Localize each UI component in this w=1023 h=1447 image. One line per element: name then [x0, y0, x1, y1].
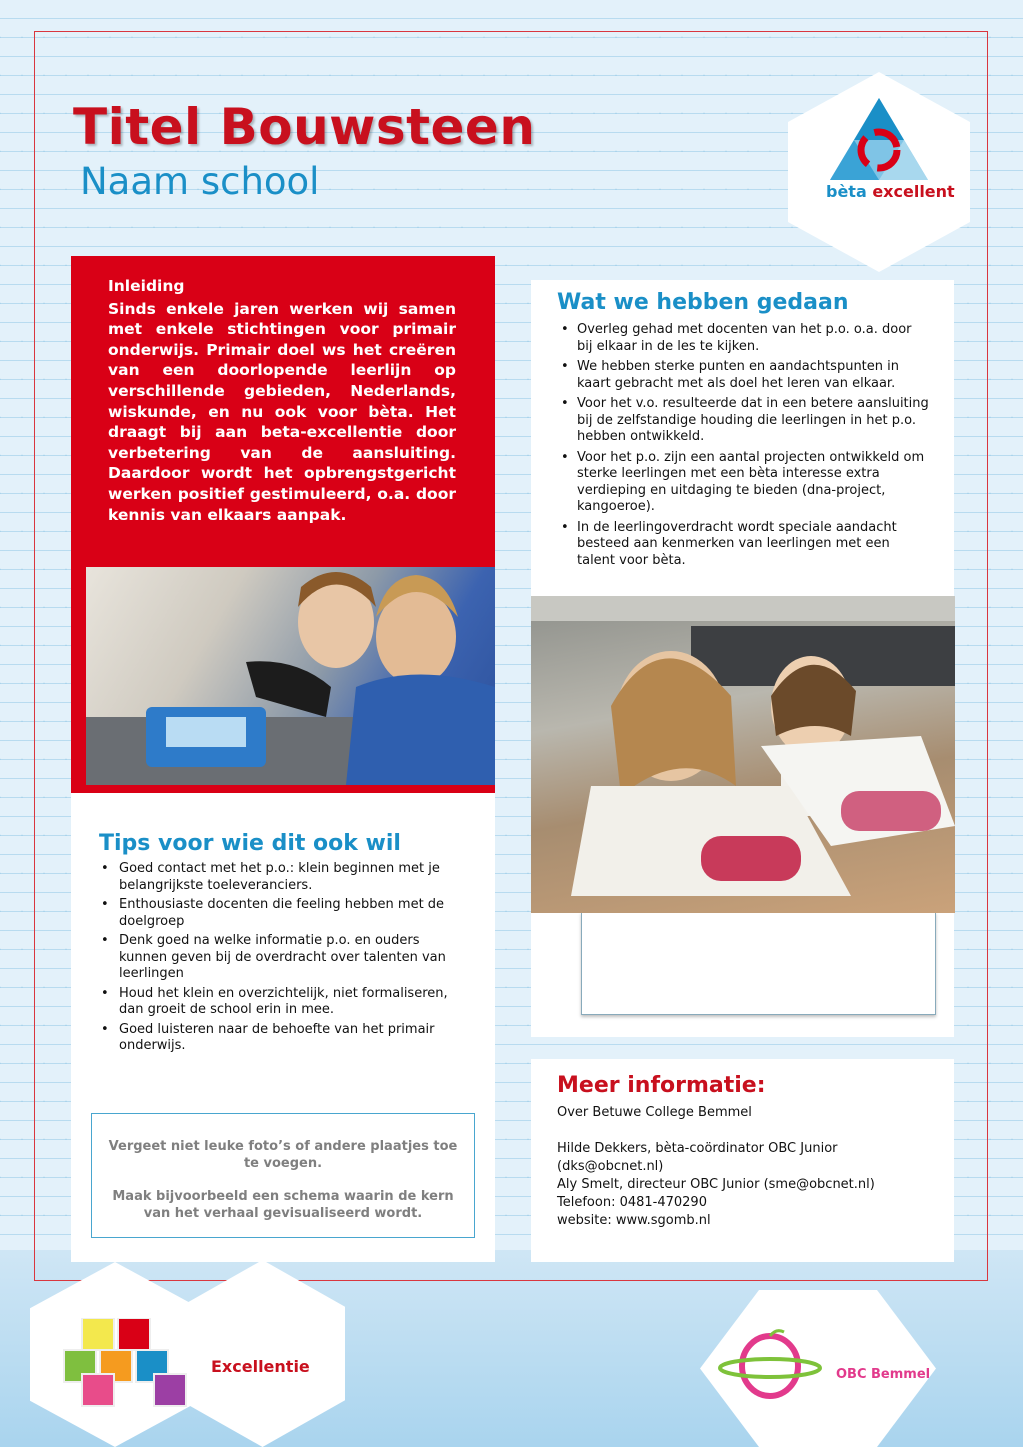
done-list: [559, 322, 931, 573]
excellentie-cubes-icon: [60, 1318, 190, 1408]
school-name: Naam school: [80, 160, 320, 203]
obc-apple-logo-icon: [718, 1326, 828, 1406]
info-line: website: www.sgomb.nl: [557, 1213, 711, 1228]
reminder-line-2: Maak bijvoorbeeld een schema waarin de kern van het verhaal gevisualiseerd wordt.: [112, 1189, 454, 1221]
list-item: • Denk goed na welke informatie p.o. en ouders kunnen geven bij de overdracht over talenten van leerlingen: [99, 933, 471, 983]
list-item: • Enthousiaste docenten die feeling hebben met de doelgroep: [99, 897, 471, 930]
excellentie-label: Excellentie: [211, 1357, 310, 1376]
students-lab-photo: [86, 567, 495, 785]
info-line: Telefoon: 0481-470290: [557, 1195, 707, 1210]
info-line: Hilde Dekkers, bèta-coördinator OBC Junior: [557, 1141, 838, 1156]
tips-heading: Tips voor wie dit ook wil: [99, 831, 401, 856]
logo-wordmark: [826, 182, 955, 201]
classroom-photo: [531, 596, 955, 913]
list-item: • Goed luisteren naar de behoefte van het primair onderwijs.: [99, 1022, 471, 1055]
logo-excellent: excellent: [872, 182, 955, 201]
intro-section: [108, 276, 456, 525]
list-item: • Overleg gehad met docenten van het p.o. o.a. door bij elkaar in de les te kijken.: [559, 322, 931, 355]
photo-reminder-box: [91, 1113, 475, 1238]
info-text: [557, 1104, 875, 1230]
list-item: • Goed contact met het p.o.: klein beginnen met je belangrijkste toeleveranciers.: [99, 861, 471, 894]
intro-heading: Inleiding: [108, 277, 185, 295]
list-item: • In de leerlingoverdracht wordt speciale aandacht besteed aan kenmerken van leerlingen met een talent voor bèta.: [559, 520, 931, 570]
logo-beta: bèta: [826, 182, 867, 201]
info-heading: Meer informatie:: [557, 1073, 766, 1098]
list-item: • Voor het p.o. zijn een aantal projecten ontwikkeld om sterke leerlingen met een bèta interesse extra verdieping en uitdaging te bieden (dna-project, kangoeroe).: [559, 450, 931, 516]
info-line: (dks@obcnet.nl): [557, 1159, 664, 1174]
image-placeholder-box: [581, 912, 936, 1015]
obc-logo-text: OBC Bemmel: [836, 1367, 931, 1382]
list-item: • We hebben sterke punten en aandachtspunten in kaart gebracht met als doel het leren van elkaar.: [559, 359, 931, 392]
list-item: • Voor het v.o. resulteerde dat in een betere aansluiting bij de zelfstandige houding die leerlingen in het p.o. hebben ontwikkeld.: [559, 396, 931, 446]
classroom-photo-illustration: [531, 596, 955, 913]
lab-photo-illustration: [86, 567, 495, 785]
list-item: • Houd het klein en overzichtelijk, niet formaliseren, dan groeit de school erin in mee.: [99, 986, 471, 1019]
page-title: Titel Bouwsteen: [73, 98, 536, 156]
info-line: Over Betuwe College Bemmel: [557, 1105, 752, 1120]
tips-list: [99, 861, 471, 1058]
reminder-line-1: Vergeet niet leuke foto’s of andere plaatjes toe te voegen.: [108, 1139, 458, 1171]
intro-text: Sinds enkele jaren werken wij samen met enkele stichtingen voor primair onderwijs. Primair doel ws het creëren van een doorlopende leerlijn op verschillende gebieden, Nederlands, wiskunde, en nu ook voor bèta. Het draagt bij aan beta-excellentie door verbetering van de aansluiting. Daardoor wordt het opbrengstgericht werken positief gestimuleerd, o.a. door kennis van elkaars aanpak.: [108, 299, 456, 524]
done-heading: Wat we hebben gedaan: [557, 290, 849, 315]
info-line: Aly Smelt, directeur OBC Junior (sme@obcnet.nl): [557, 1177, 875, 1192]
info-line: [557, 1122, 875, 1140]
